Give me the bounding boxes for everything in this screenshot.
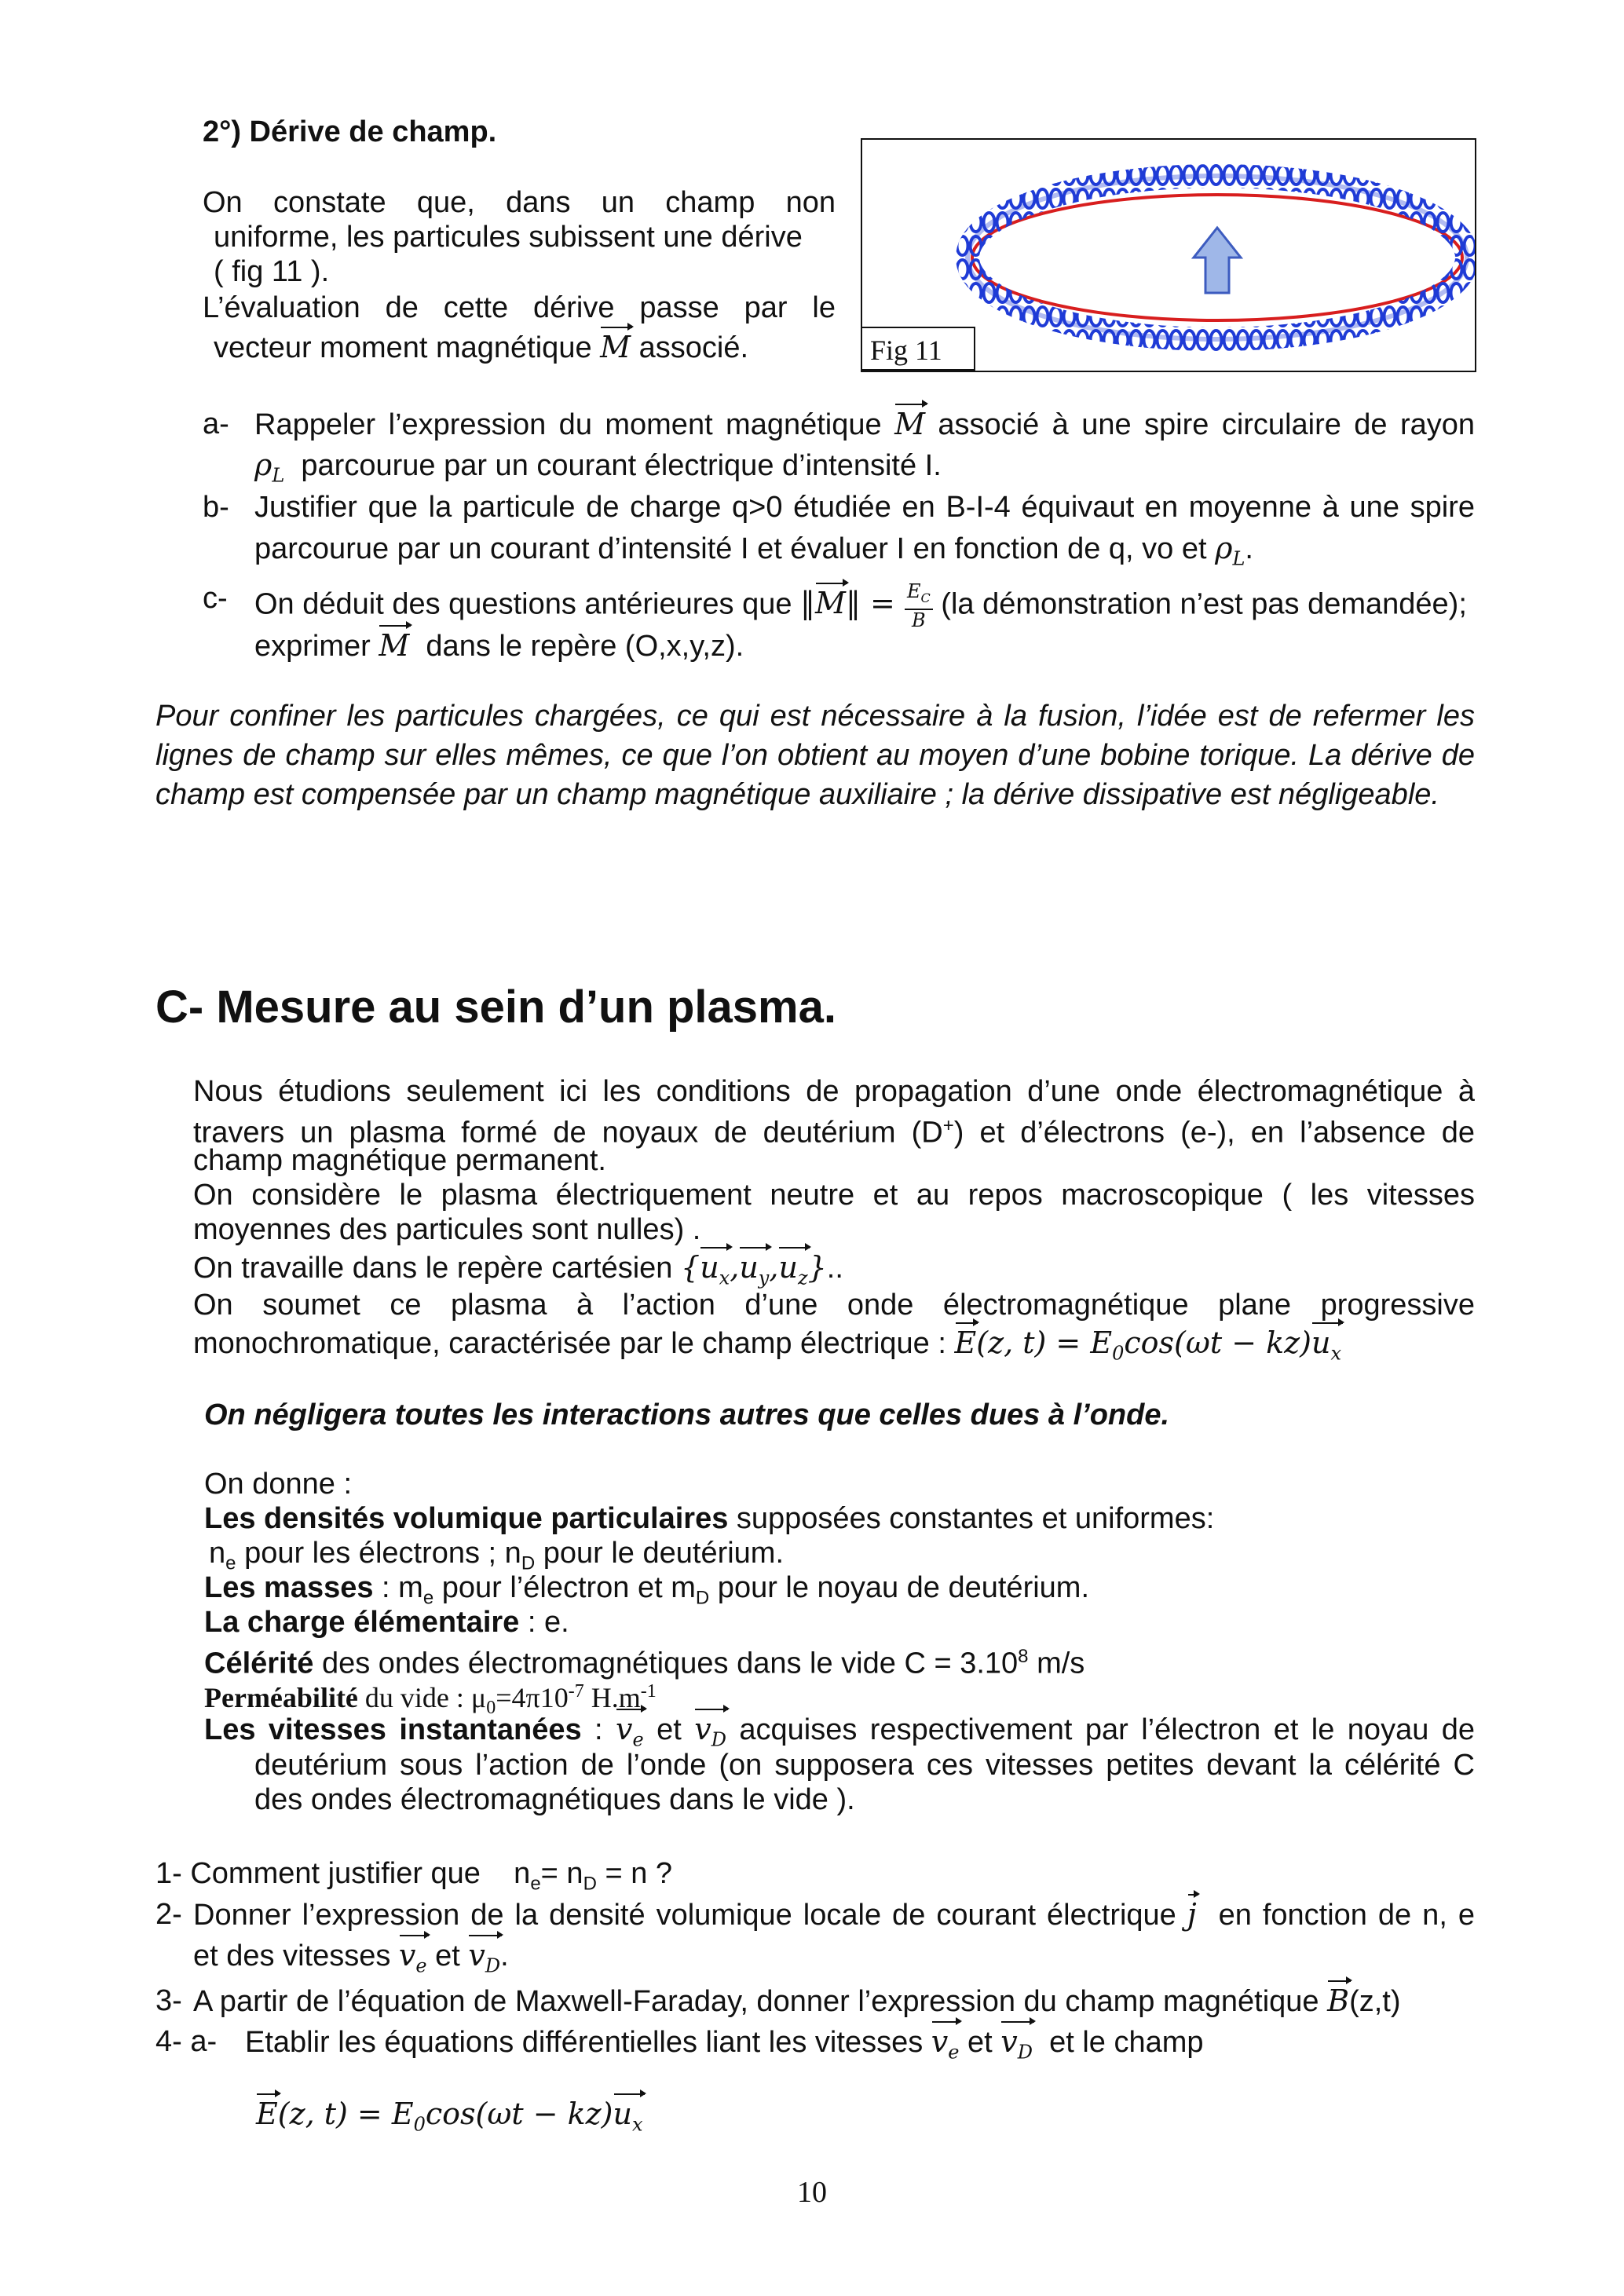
question-2-line2: et des vitesses $v_e$ et $v_D$. (193, 1938, 509, 1983)
question-marker: 2- (155, 1898, 182, 1931)
given-vitesses-line3: des ondes électromagnétiques dans le vide ). (254, 1783, 855, 1816)
intro-line: uniforme, les particules subissent une dérive (214, 221, 803, 254)
drift-arrow-icon (1194, 228, 1241, 293)
paragraph-line: On travaille dans le repère cartésien $\{u_x,u_y,u_z\}$.. (193, 1250, 843, 1296)
paragraph-line: On soumet ce plasma à l’action d’une onde électromagnétique plane progressive (193, 1289, 1475, 1322)
question-3: A partir de l’équation de Maxwell-Faraday, donner l’expression du champ magnétique B(z,t) (193, 1983, 1401, 2018)
italic-paragraph-line: Pour confiner les particules chargées, ce qui est nécessaire à la fusion, l’idée est de refermer les (155, 700, 1475, 733)
figure-label: Fig 11 (861, 327, 975, 371)
question-a-line2: $\rho_L$ parcourue par un courant électrique d’intensité I. (254, 448, 942, 487)
given-vitesses-line2: deutérium sous l’action de l’onde (on supposera ces vitesses petites devant la célérité C (254, 1749, 1475, 1782)
note: On négligera toutes les interactions autres que celles dues à l’onde. (204, 1398, 1170, 1431)
section-heading: C- Mesure au sein d’un plasma. (155, 982, 836, 1033)
paragraph-line: monochromatique, caractérisée par le champ électrique : E(z, $t) = E_0\cos(\omega t - kz)u_x$ (193, 1325, 1341, 1371)
paragraph-line: On considère le plasma électriquement neutre et au repos macroscopique ( les vitesses (193, 1179, 1475, 1212)
figure-11 (861, 138, 1476, 372)
italic-paragraph-line: lignes de champ sur elles mêmes, ce que l’on obtient au moyen d’une bobine torique. La dérive de (155, 739, 1475, 772)
paragraph-line: travers un plasma formé de noyaux de deutérium (D+) et d’électrons (e-), en l’absence de (193, 1115, 1476, 1150)
given-charge: La charge élémentaire : e. (204, 1606, 569, 1639)
question-c-line2: exprimer M dans le repère (O,x,y,z). (254, 628, 744, 663)
section-title: 2°) Dérive de champ. (203, 115, 497, 148)
given-densites: Les densités volumique particulaires supposées constantes et uniformes: (204, 1502, 1215, 1535)
given-celerite: Célérité des ondes électromagnétiques dans le vide $C = 3.10^8$ m/s (204, 1646, 1085, 1680)
question-marker: a- (203, 408, 229, 441)
intro-line: L’évaluation de cette dérive passe par le (203, 291, 836, 324)
paragraph-line: Nous étudions seulement ici les conditions de propagation d’une onde électromagnétique à (193, 1075, 1475, 1108)
question-b-line1: Justifier que la particule de charge q>0 étudiée en B-I-4 équivaut en moyenne à une spire (254, 491, 1475, 524)
question-1: 1- Comment justifier que $n_e= n_D = n$ ? (155, 1857, 673, 1895)
given-title: On donne : (204, 1468, 353, 1501)
electric-field-equation: E(z, $t) = E_0\cos(\omega t - kz)u_x$ (256, 2097, 643, 2142)
intro-line: On constate que, dans un champ non (203, 186, 836, 219)
question-marker: c- (203, 582, 228, 615)
page-number: 10 (797, 2176, 827, 2209)
question-marker: 4- a- (155, 2025, 218, 2058)
italic-paragraph-line: champ est compensée par un champ magnétique auxiliaire ; la dérive dissipative est négligeable. (155, 778, 1439, 811)
question-4a: Etablir les équations différentielles liant les vitesses $v_e$ et $v_D$ et le champ (245, 2024, 1204, 2070)
question-b-line2: parcourue par un courant d’intensité I et évaluer I en fonction de q, vo et $\rho_L$. (254, 531, 1253, 570)
given-masses: Les masses : $m_e$ pour l’électron et $m_D$ pour le noyau de deutérium. (204, 1571, 1090, 1609)
paragraph-line: moyennes des particules sont nulles) . (193, 1213, 701, 1246)
paragraph-line: champ magnétique permanent. (193, 1144, 606, 1177)
intro-line: vecteur moment magnétique M associé. (214, 330, 749, 364)
question-c-line1: On déduit des questions antérieures que ‖M‖ = $\frac{E_C}{B}$ (la démonstration n’est pas demandée); (254, 580, 1467, 631)
question-a-line1: Rappeler l’expression du moment magnétique M associé à une spire circulaire de rayon (254, 407, 1476, 441)
intro-line: ( fig 11 ). (214, 255, 330, 288)
question-marker: 3- (155, 1984, 182, 2017)
given-vitesses-line1: Les vitesses instantanées : $v_e$ et $v_D$ acquises respectivement par l’électron et le noyau de (204, 1712, 1475, 1757)
given-permeabilite: Perméabilité du vide : $\mu_0=4\pi 10^{-7}$ $H.m^{-1}$ (204, 1681, 657, 1719)
given-densites-line2: $n_e$ pour les électrons ; $n_D$ pour le deutérium. (209, 1537, 785, 1574)
question-2-line1: Donner l’expression de la densité volumique locale de courant électrique j en fonction de n, e (193, 1897, 1475, 1932)
question-marker: b- (203, 491, 229, 524)
